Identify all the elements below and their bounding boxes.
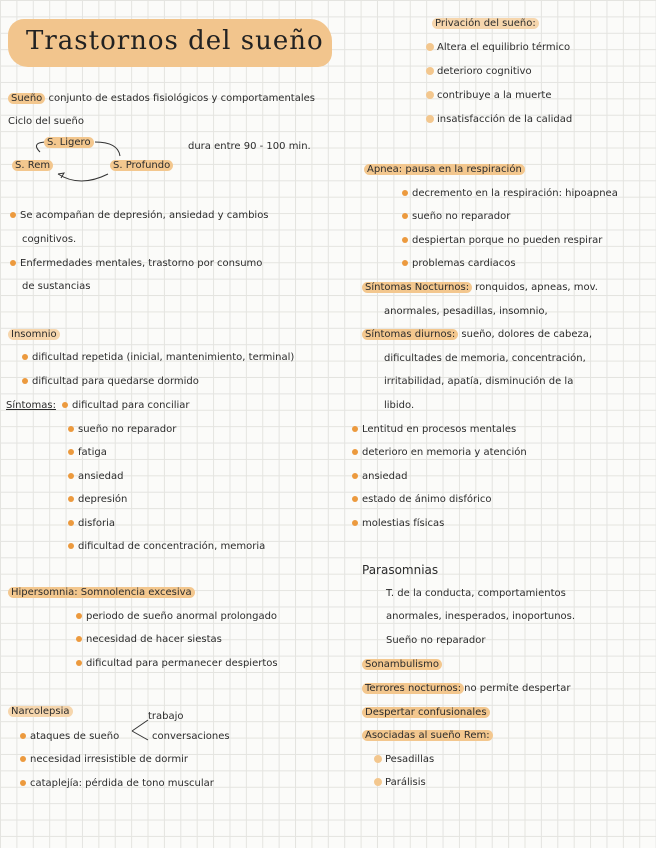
intro-bullet: Se acompañan de depresión, ansiedad y cambios — [10, 210, 269, 221]
bullet-icon — [20, 756, 26, 762]
daytime-symptoms-cont: irritabilidad, apatía, disminución de la — [384, 376, 574, 387]
narcolepsy-item: necesidad irresistible de dormir — [20, 754, 188, 765]
symptom-item: disforia — [68, 518, 115, 529]
cycle-label: Ciclo del sueño — [8, 116, 84, 127]
insomnia-item: dificultad repetida (inicial, mantenimiento, terminal) — [22, 352, 294, 363]
daytime-symptoms-cont: dificultades de memoria, concentración, — [384, 353, 586, 364]
apnea-effect: ansiedad — [352, 471, 407, 482]
symptom-item: depresión — [68, 494, 127, 505]
branch-arrows — [128, 716, 152, 746]
phase-light-label: S. Ligero — [44, 137, 94, 148]
hypersomnia-item: necesidad de hacer siestas — [76, 634, 222, 645]
narcolepsy-attacks: ataques de sueño — [20, 731, 119, 742]
bullet-icon — [402, 237, 408, 243]
intro-bullet-cont: de sustancias — [22, 281, 91, 292]
parasomnias-header: Parasomnias — [362, 563, 439, 577]
hypersomnia-item: periodo de sueño anormal prolongado — [76, 611, 277, 622]
bullet-icon — [22, 354, 28, 360]
privation-item: insatisfacción de la calidad — [426, 114, 572, 125]
bullet-icon — [76, 660, 82, 666]
page-title: Trastornos del sueño — [26, 26, 324, 56]
bullet-icon — [374, 778, 382, 786]
parasomnias-desc: Sueño no reparador — [386, 635, 486, 646]
apnea-item: problemas cardiacos — [402, 258, 516, 269]
bullet-icon — [68, 449, 74, 455]
nocturnal-symptoms-cont: anormales, pesadillas, insomnio, — [384, 306, 548, 317]
bullet-icon — [68, 520, 74, 526]
bullet-icon — [426, 43, 434, 51]
bullet-icon — [20, 780, 26, 786]
branch-work: trabajo — [148, 711, 184, 722]
apnea-item: sueño no reparador — [402, 211, 510, 222]
intro-bullet-cont: cognitivos. — [22, 234, 77, 245]
narcolepsy-item: cataplejía: pérdida de tono muscular — [20, 778, 214, 789]
bullet-icon — [68, 496, 74, 502]
bullet-icon — [62, 402, 68, 408]
bullet-icon — [402, 213, 408, 219]
bullet-icon — [10, 212, 16, 218]
bullet-icon — [20, 733, 26, 739]
nocturnal-symptoms: Síntomas Nocturnos: ronquidos, apneas, mov. — [362, 282, 598, 293]
bullet-icon — [352, 520, 358, 526]
bullet-icon — [10, 260, 16, 266]
bullet-icon — [402, 190, 408, 196]
cycle-duration: dura entre 90 - 100 min. — [188, 141, 311, 152]
branch-conversations: conversaciones — [152, 731, 230, 742]
hypersomnia-header: Hipersomnia: Somnolencia excesiva — [8, 587, 195, 598]
bullet-icon — [352, 426, 358, 432]
sleep-definition: Sueño conjunto de estados fisiológicos y comportamentales — [8, 93, 315, 104]
daytime-symptoms-cont: libido. — [384, 400, 415, 411]
bullet-icon — [68, 426, 74, 432]
bullet-icon — [402, 260, 408, 266]
apnea-effect: deterioro en memoria y atención — [352, 447, 527, 458]
apnea-item: despiertan porque no pueden respirar — [402, 235, 602, 246]
bullet-icon — [426, 91, 434, 99]
bullet-icon — [68, 473, 74, 479]
bullet-icon — [352, 449, 358, 455]
bullet-icon — [374, 755, 382, 763]
apnea-effect: molestias físicas — [352, 518, 444, 529]
night-terrors: Terrores nocturnos: no permite despertar — [362, 683, 570, 694]
insomnia-symptoms-label: Síntomas: — [6, 400, 56, 411]
privation-header: Privación del sueño: — [432, 18, 539, 29]
rem-item: Parálisis — [374, 777, 426, 788]
symptom-item: dificultad para conciliar — [62, 400, 190, 411]
narcolepsy-header: Narcolepsia — [8, 706, 73, 717]
apnea-header: Apnea: pausa en la respiración — [364, 164, 525, 175]
bullet-icon — [76, 613, 82, 619]
sleepwalking-label: Sonambulismo — [362, 659, 442, 670]
insomnia-header: Insomnio — [8, 329, 60, 340]
phase-rem-label: S. Rem — [12, 160, 53, 171]
phase-deep-label: S. Profundo — [110, 160, 173, 171]
symptom-item: sueño no reparador — [68, 424, 176, 435]
privation-item: contribuye a la muerte — [426, 90, 552, 101]
daytime-symptoms: Síntomas diurnos: sueño, dolores de cabeza, — [362, 329, 592, 340]
symptom-item: ansiedad — [68, 471, 123, 482]
bullet-icon — [352, 496, 358, 502]
apnea-effect: Lentitud en procesos mentales — [352, 424, 516, 435]
bullet-icon — [426, 115, 434, 123]
symptom-item: fatiga — [68, 447, 107, 458]
rem-item: Pesadillas — [374, 754, 434, 765]
parasomnias-desc: anormales, inesperados, inoportunos. — [386, 611, 576, 622]
rem-associated: Asociadas al sueño Rem: — [362, 730, 493, 741]
bullet-icon — [352, 473, 358, 479]
confusional-arousal: Despertar confusionales — [362, 707, 490, 718]
intro-bullet: Enfermedades mentales, trastorno por consumo — [10, 258, 262, 269]
privation-item: deterioro cognitivo — [426, 66, 532, 77]
bullet-icon — [76, 636, 82, 642]
parasomnias-desc: T. de la conducta, comportamientos — [386, 588, 566, 599]
hypersomnia-item: dificultad para permanecer despiertos — [76, 658, 278, 669]
bullet-icon — [68, 543, 74, 549]
privation-item: Altera el equilibrio térmico — [426, 42, 570, 53]
insomnia-item: dificultad para quedarse dormido — [22, 376, 199, 387]
bullet-icon — [426, 67, 434, 75]
apnea-item: decremento en la respiración: hipoapnea — [402, 188, 618, 199]
apnea-effect: estado de ánimo disfórico — [352, 494, 492, 505]
bullet-icon — [22, 378, 28, 384]
symptom-item: dificultad de concentración, memoria — [68, 541, 265, 552]
